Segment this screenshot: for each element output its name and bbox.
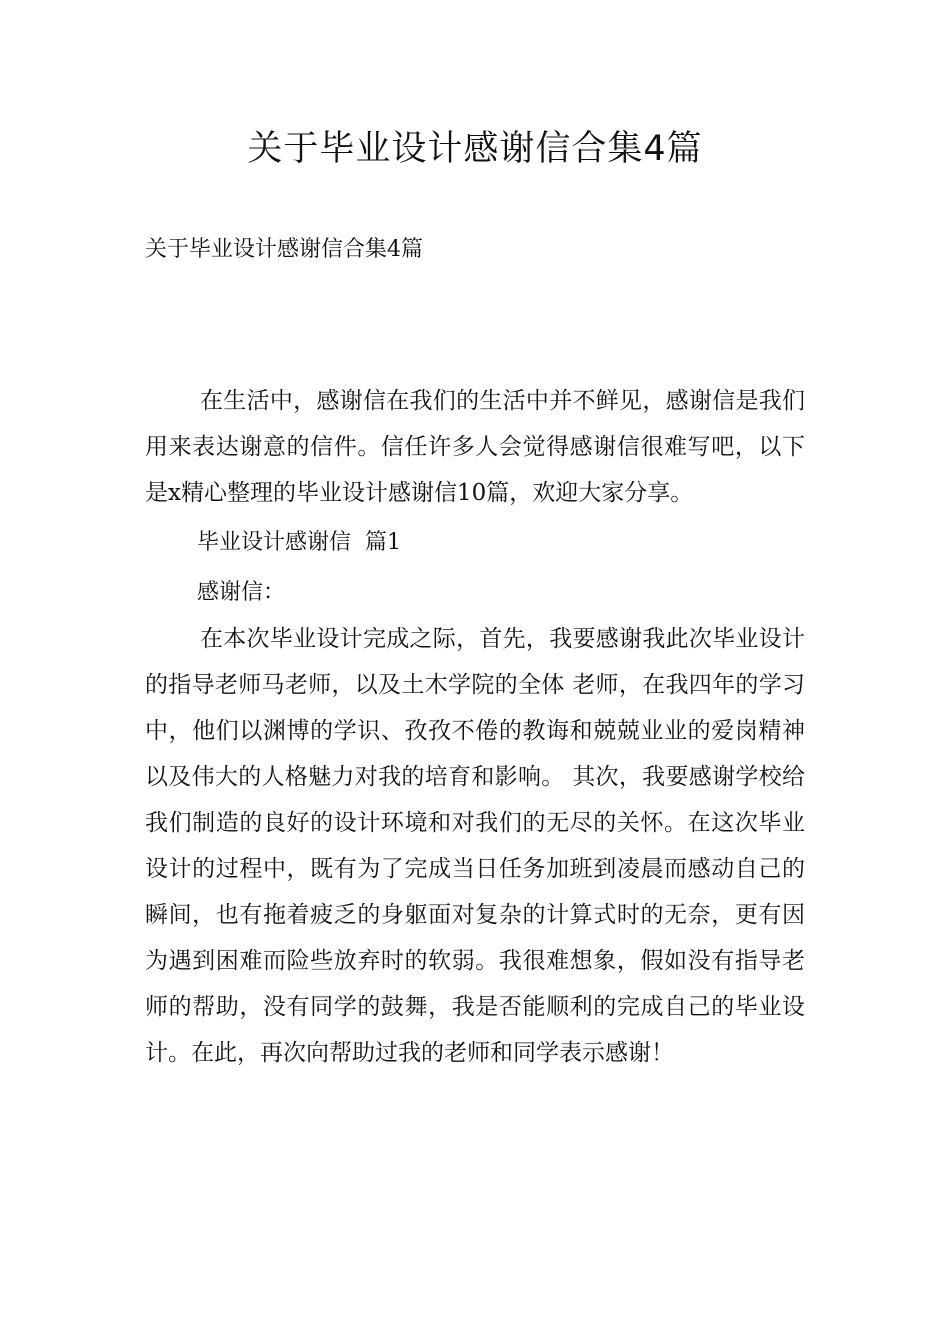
document-subtitle: 关于毕业设计感谢信合集4篇 xyxy=(145,237,423,262)
document-title: 关于毕业设计感谢信合集4篇 xyxy=(247,129,703,169)
section-heading: 毕业设计感谢信 篇1 xyxy=(197,530,401,555)
intro-paragraph: 在生活中，感谢信在我们的生活中并不鲜见，感谢信是我们用来表达谢意的信件。信任许多人会觉得感谢信很难写吧，以下是x精心整理的毕业设计感谢信10篇，欢迎大家分享。 xyxy=(145,388,805,506)
letter-body-paragraph: 在本次毕业设计完成之际，首先，我要感谢我此次毕业设计的指导老师马老师，以及土木学院的全体 老师，在我四年的学习中，他们以渊博的学识、孜孜不倦的教诲和兢兢业业的爱岗精神以及伟大的人格魅力对我的培育和影响。 其次，我要感谢学校给我们制造的良好的设计环境和对我们的无尽的关怀。在这次毕业设计的过程中，既有为了完成当日任务加班到凌晨而感动自己的瞬间，也有拖着疲乏的身躯面对复杂的计算式时的无奈，更有因为遇到困难而险些放弃时的软弱。我很难想象，假如没有指导老师的帮助，没有同学的鼓舞，我是否能顺利的完成自己的毕业设计。在此，再次向帮助过我的老师和同学表示感谢！ xyxy=(145,626,805,1066)
document-body xyxy=(145,378,805,1076)
letter-salutation: 感谢信： xyxy=(197,580,286,605)
